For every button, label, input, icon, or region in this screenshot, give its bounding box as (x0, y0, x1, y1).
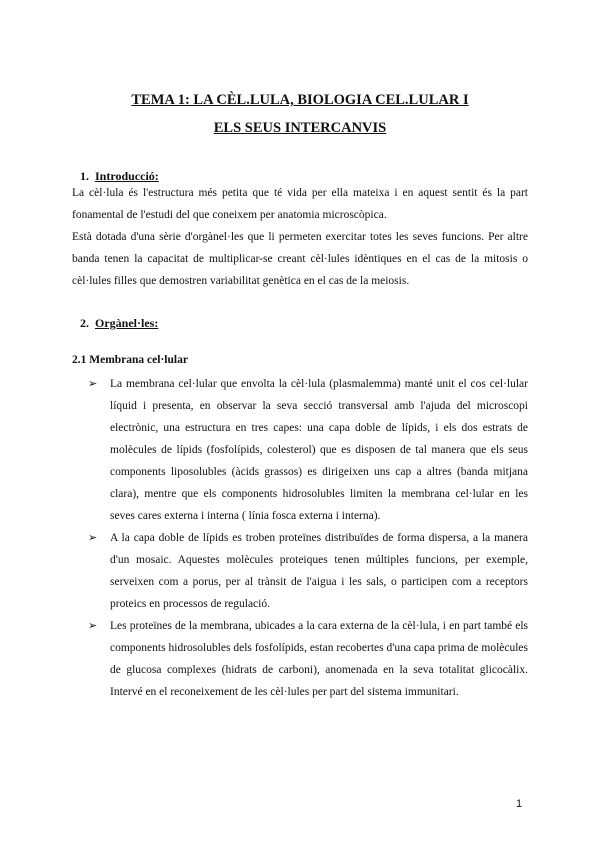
section-number: 2. (80, 316, 89, 330)
paragraph: La cèl·lula és l'estructura més petita que té vida per ella mateixa i en aquest sentit és la part fonamental de l'estudi del que coneixem per anatomia microscòpica. (72, 187, 528, 221)
list-item (88, 373, 528, 527)
page-number: 1 (516, 798, 523, 810)
list-item-text: A la capa doble de lípids es troben proteïnes distribuïdes de forma dispersa, a la manera d'un mosaic. Aquestes molècules proteiques tenen múltiples funcions, per exemple, serveixen com a porus, per al trànsit de l'aigua i les sals, o participen com a receptors proteics en processos de regulació. (110, 532, 528, 610)
section-title: Introducció: (95, 169, 159, 183)
bullet-list (88, 373, 528, 703)
section-number: 1. (80, 169, 89, 183)
title-line-2: ELS SEUS INTERCANVIS (213, 120, 387, 136)
section-heading-organelles (80, 315, 158, 331)
section-title: Orgànel·les: (95, 316, 159, 330)
arrow-bullet-icon: ➢ (88, 531, 98, 544)
title-line-1: TEMA 1: LA CÈL.LULA, BIOLOGIA CEL.LULAR I (131, 92, 469, 108)
paragraph: Està dotada d'una sèrie d'orgànel·les que li permeten exercitar totes les seves funcions. Per altre banda tenen la capacitat de multiplicar-se creant cèl·lules idèntiques en el cas de la mitosis o cèl·lules filles que demostren variabilitat genètica en el cas de la meiosis. (72, 231, 528, 287)
arrow-bullet-icon: ➢ (88, 377, 98, 390)
arrow-bullet-icon: ➢ (88, 619, 98, 632)
subsection-heading-membrana: 2.1 Membrana cel·lular (72, 354, 188, 366)
list-item-text: La membrana cel·lular que envolta la cèl·lula (plasmalemma) manté unit el cos cel·lular líquid i presenta, en observar la seva secció transversal amb l'ajuda del microscopi electrònic, una estructura en tres capes: una capa doble de lípids, i els dos estrats de molècules de lípids (fosfolípids, colesterol) que es disposen de tal manera que els seus components liposolubles (àcids grassos) es dirigeixen uns cap a altres (banda mitjana clara), mentre que els components hidrosolubles limiten la membrana cel·lular en les seves cares externa i interna ( línia fosca externa i interna). (110, 378, 528, 522)
list-item (88, 615, 528, 703)
list-item (88, 527, 528, 615)
list-item-text: Les proteïnes de la membrana, ubicades a la cara externa de la cèl·lula, i en part també els components hidrosolubles dels fosfolípids, estan recobertes d'una capa prima de molècules de glucosa complexes (hidrats de carboni), anomenada en la seva totalitat glicocàlix. Intervé en el reconeixement de les cèl·lules per part del sistema immunitari. (110, 620, 528, 698)
